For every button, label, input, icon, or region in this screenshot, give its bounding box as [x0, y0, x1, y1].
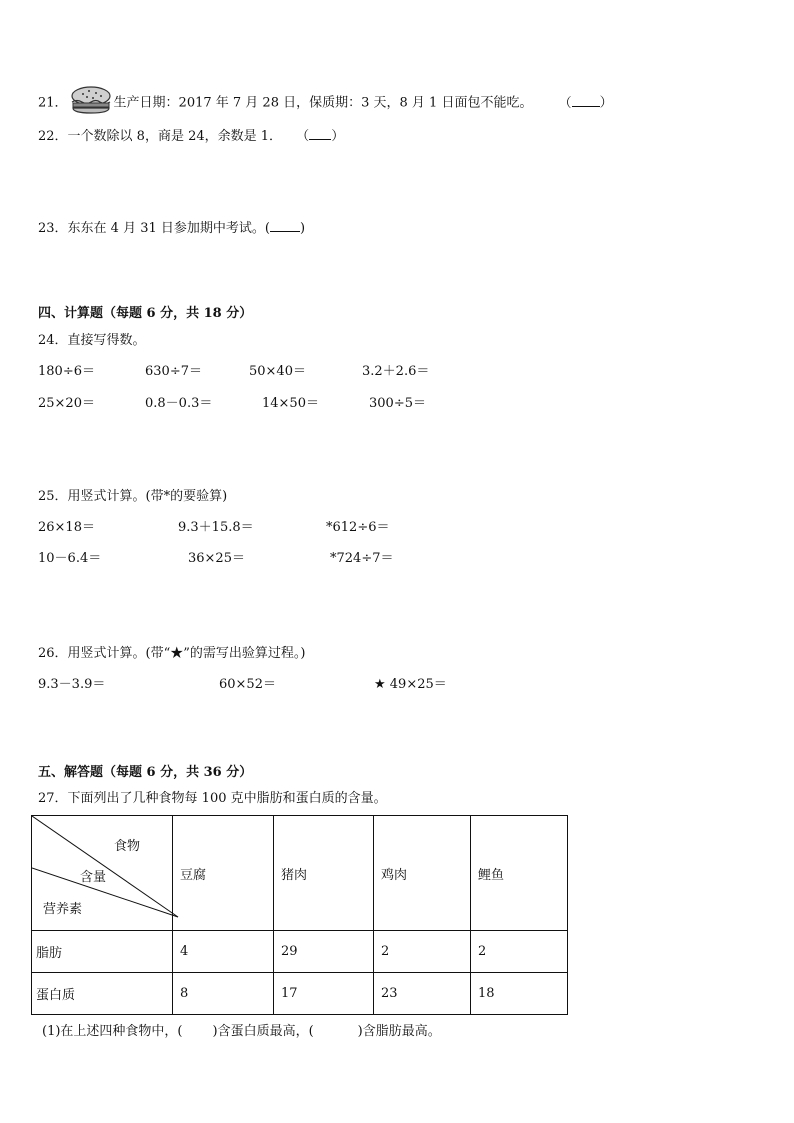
answer-paren-open: ( [264, 221, 270, 236]
q25-item: 36×25＝ [188, 551, 245, 566]
q25-item: 9.3＋15.8＝ [178, 520, 254, 535]
table-cell: 18 [471, 973, 568, 1015]
header-label-nutrient: 营养素 [43, 902, 83, 917]
q24-item: 14×50＝ [262, 396, 319, 411]
food-header: 鲤鱼 [471, 816, 568, 931]
q24-item: 630÷7＝ [145, 364, 202, 379]
section-5-title: 五、解答题（每题 6 分，共 36 分） [38, 765, 253, 780]
q26-item: 60×52＝ [219, 677, 276, 692]
answer-blank[interactable] [309, 127, 331, 140]
table-cell: 17 [274, 973, 374, 1015]
question-number: 22． [38, 129, 68, 144]
q25-item: 26×18＝ [38, 520, 95, 535]
q25-item: 10－6.4＝ [38, 551, 102, 566]
q24-item: 50×40＝ [249, 364, 306, 379]
sub1-text-b: )含蛋白质最高，( [212, 1024, 314, 1039]
row-label: 脂肪 [32, 931, 173, 973]
q24-item: 300÷5＝ [369, 396, 426, 411]
question-number: 23． [38, 221, 68, 236]
sub1-text-c: )含脂肪最高。 [357, 1024, 441, 1039]
q24-item: 180÷6＝ [38, 364, 95, 379]
table-cell: 23 [374, 973, 471, 1015]
nutrition-table [31, 815, 568, 1015]
header-label-food: 食物 [114, 839, 141, 854]
table-cell: 4 [173, 931, 274, 973]
table-row [32, 973, 568, 1015]
q26-item: 9.3－3.9＝ [38, 677, 106, 692]
q25-item: *612÷6＝ [326, 520, 390, 535]
question-26-title: 26．用竖式计算。(带“★”的需写出验算过程。) [38, 646, 306, 661]
q27-subquestion-1 [42, 1024, 441, 1040]
table-row [32, 931, 568, 973]
answer-paren-close: ） [599, 95, 613, 111]
question-text: 生产日期：2017 年 7 月 28 日，保质期：3 天，8 月 1 日面包不能吃。 [113, 95, 533, 111]
question-22 [38, 127, 344, 145]
question-21 [38, 89, 613, 117]
q24-item: 0.8－0.3＝ [145, 396, 213, 411]
answer-paren-close: ) [299, 221, 306, 236]
question-24-title: 24．直接写得数。 [38, 333, 146, 348]
question-number: 21． [38, 95, 68, 111]
q24-item: 25×20＝ [38, 396, 95, 411]
food-header: 豆腐 [173, 816, 274, 931]
table-cell: 2 [374, 931, 471, 973]
table-cell: 29 [274, 931, 374, 973]
table-cell: 2 [471, 931, 568, 973]
q24-item: 3.2＋2.6＝ [362, 364, 430, 379]
question-25-title: 25．用竖式计算。(带*的要验算) [38, 489, 228, 504]
burger-icon [69, 86, 113, 114]
table-header-row [32, 816, 568, 931]
question-27-title: 27．下面列出了几种食物每 100 克中脂肪和蛋白质的含量。 [38, 791, 387, 806]
question-23 [38, 219, 305, 237]
question-text: 一个数除以 8，商是 24，余数是 1． [67, 129, 283, 144]
q26-item: ★ 49×25＝ [374, 677, 447, 692]
table-cell: 8 [173, 973, 274, 1015]
answer-paren-close: ） [331, 129, 345, 144]
diagonal-header-cell [32, 816, 173, 931]
sub1-text-a: (1)在上述四种食物中，( [42, 1024, 183, 1039]
answer-blank[interactable] [572, 94, 600, 107]
answer-paren-open: （ [296, 129, 310, 144]
section-4-title: 四、计算题（每题 6 分，共 18 分） [38, 306, 253, 321]
answer-blank[interactable] [270, 219, 300, 232]
answer-paren-open: （ [558, 95, 572, 111]
q25-item: *724÷7＝ [330, 551, 394, 566]
food-header: 鸡肉 [374, 816, 471, 931]
row-label: 蛋白质 [32, 973, 173, 1015]
header-label-amount: 含量 [80, 870, 107, 885]
question-text: 东东在 4 月 31 日参加期中考试。 [67, 221, 265, 236]
food-header: 猪肉 [274, 816, 374, 931]
